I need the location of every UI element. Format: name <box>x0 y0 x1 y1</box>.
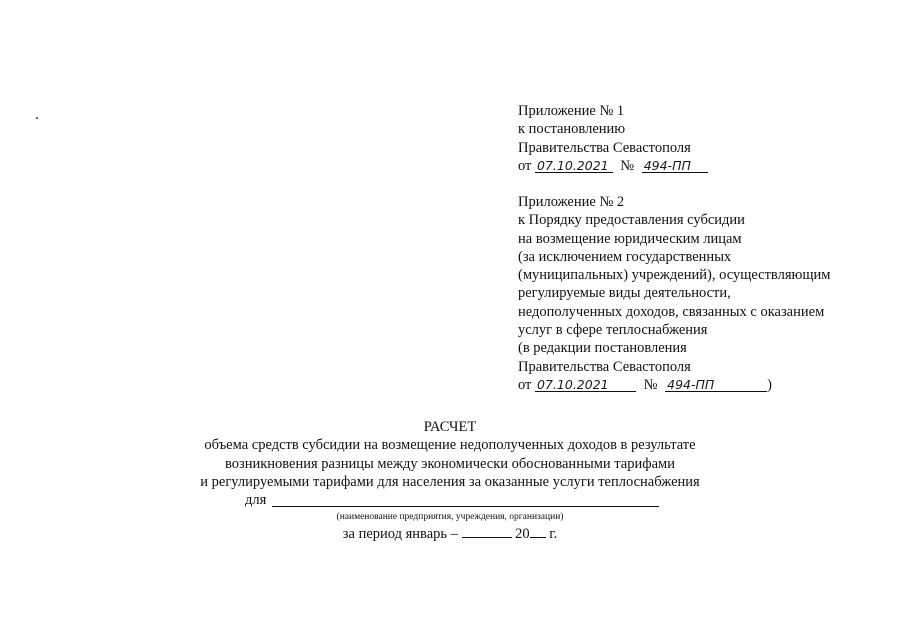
handwritten-date: 07.10.2021 <box>535 378 636 392</box>
appendix-2-line: услуг в сфере теплоснабжения <box>518 322 708 339</box>
title-line: объема средств субсидии на возмещение недополученных доходов в результате <box>204 437 696 454</box>
document-heading: РАСЧЕТ <box>423 419 477 435</box>
appendix-2-header <box>518 193 888 394</box>
organization-name-blank <box>272 506 659 507</box>
appendix-1-header <box>518 102 888 175</box>
calculation-title-block <box>150 418 750 543</box>
number-label: № <box>620 157 635 174</box>
for-label: для <box>245 492 267 509</box>
appendix-2-line: (муниципальных) учреждений), осуществляющим <box>518 267 831 284</box>
appendix-2-line: Правительства Севастополя <box>518 358 691 375</box>
appendix-2-line: Приложение № 2 <box>518 194 625 210</box>
from-label: от <box>518 157 532 174</box>
handwritten-date: 07.10.2021 <box>535 159 613 173</box>
number-label: № <box>643 376 658 393</box>
period-prefix: за период январь – <box>342 526 458 543</box>
title-line: возникновения разницы между экономически обоснованными тарифами <box>225 455 675 472</box>
organization-name-line <box>150 491 750 509</box>
scan-speck <box>36 117 38 119</box>
appendix-1-line: Правительства Севастополя <box>518 139 691 156</box>
appendix-1-line: к постановлению <box>518 121 626 138</box>
appendix-1-date-line <box>518 157 888 175</box>
from-label: от <box>518 376 532 393</box>
appendix-2-line: регулируемые виды деятельности, <box>518 285 731 302</box>
appendix-1-line: Приложение № 1 <box>518 103 625 119</box>
appendix-2-line: на возмещение юридическим лицам <box>518 230 742 247</box>
period-line <box>150 525 750 543</box>
appendix-2-line: (за исключением государственных <box>518 248 732 265</box>
appendix-2-line: (в редакции постановления <box>518 340 687 357</box>
closing-parenthesis: ) <box>767 376 772 393</box>
appendix-2-date-line <box>518 376 888 394</box>
appendix-2-line: к Порядку предоставления субсидии <box>518 212 745 229</box>
handwritten-number: 494-ПП <box>665 378 767 392</box>
period-year-blank <box>530 525 546 538</box>
period-month-blank <box>462 525 512 538</box>
handwritten-number: 494-ПП <box>642 159 708 173</box>
title-line: и регулируемыми тарифами для населения за оказанные услуги теплоснабжения <box>200 473 700 490</box>
appendix-2-line: недополученных доходов, связанных с оказанием <box>518 303 825 320</box>
period-year-prefix: 20 <box>515 526 530 543</box>
organization-name-caption: (наименование предприятия, учреждения, организации) <box>336 512 564 523</box>
period-suffix: г. <box>549 526 558 543</box>
